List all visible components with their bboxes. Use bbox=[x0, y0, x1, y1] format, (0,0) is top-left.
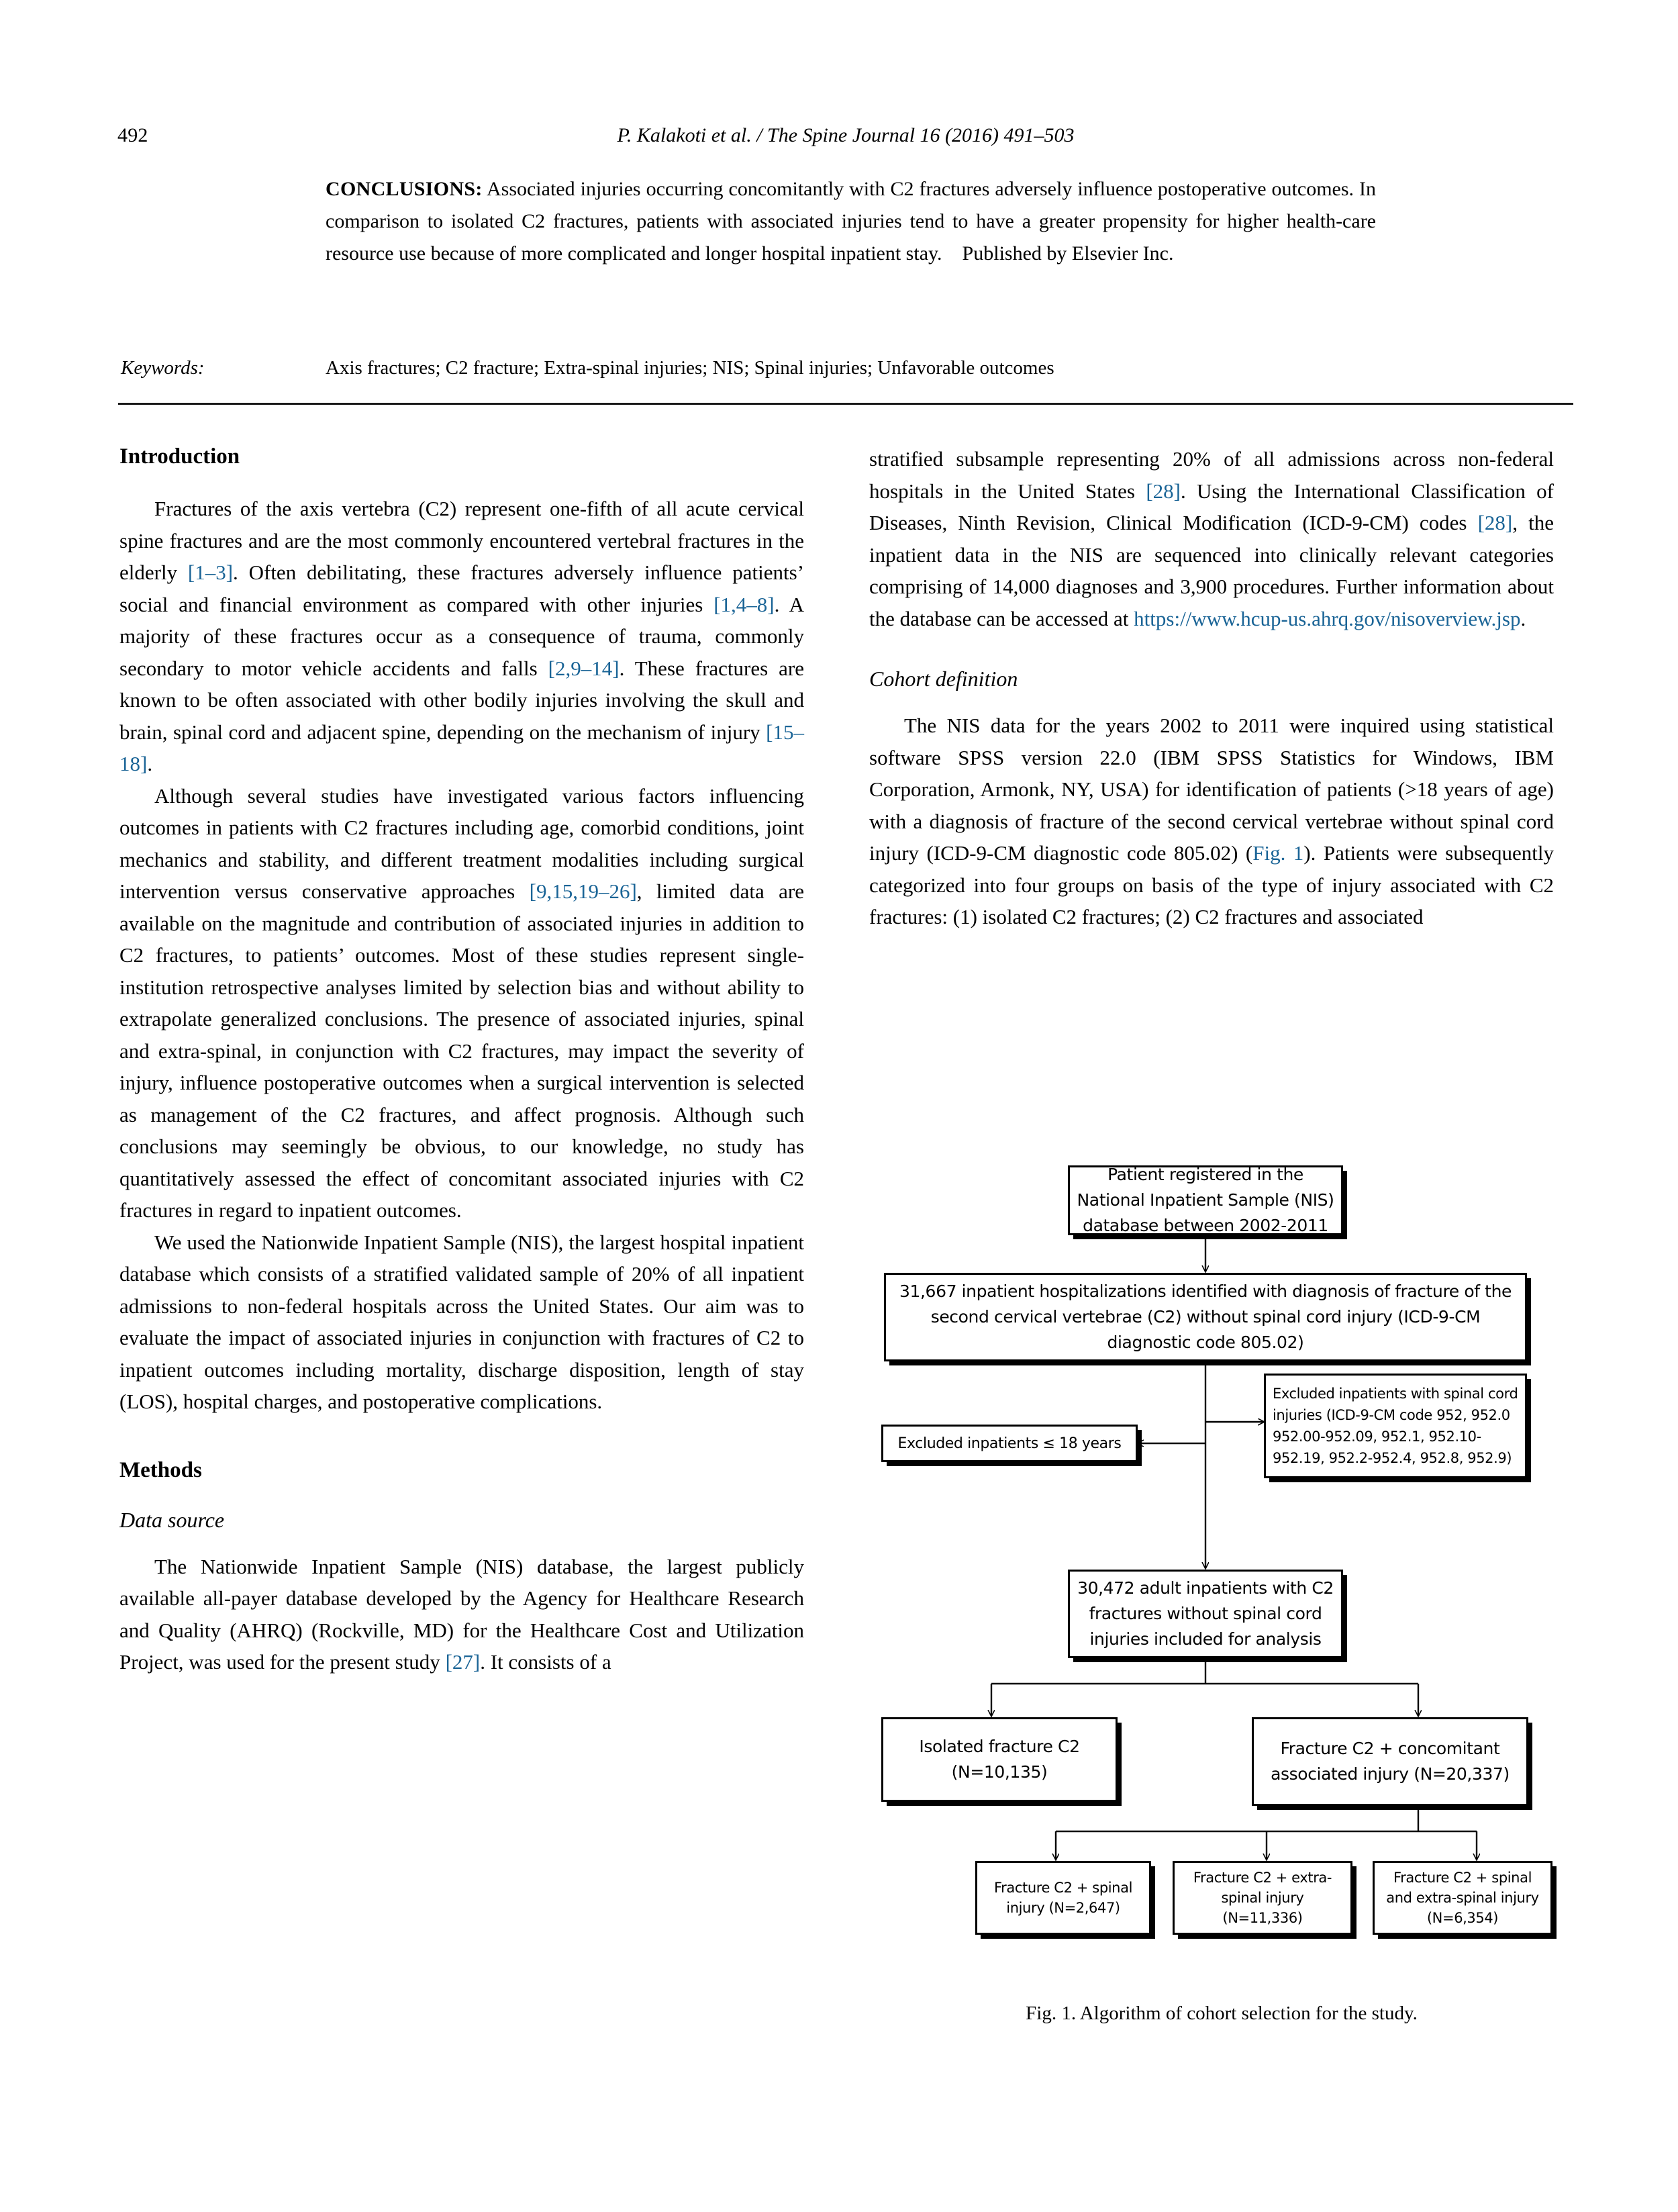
data-source-continuation-paragraph bbox=[869, 443, 1554, 634]
hcup-nis-overview-link[interactable]: https://www.hcup-us.ahrq.gov/nisoverview.jsp bbox=[1134, 606, 1521, 630]
intro-p1-text-b: . Often debilitating, these fractures adversely influence patients’ social and financial environment as compared with other injuries bbox=[119, 561, 804, 616]
citation-ref-2-9-14[interactable]: [2,9–14] bbox=[548, 656, 620, 680]
right-text-column bbox=[869, 443, 1554, 933]
running-head bbox=[117, 124, 1574, 151]
page-number: 492 bbox=[117, 124, 148, 146]
flowchart-box-isolated-fracture: Isolated fracture C2 (N=10,135) bbox=[881, 1717, 1118, 1802]
horizontal-rule bbox=[118, 403, 1573, 405]
conclusions-text: Associated injuries occurring concomitantly with C2 fractures adversely influence postoperative outcomes. In comparison to isolated C2 fractures, patients with associated injuries tend to have a greater propensity for higher health-care resource use because of more complicated and longer hospital inpatient stay. Published by Elsevier Inc. bbox=[326, 178, 1376, 265]
left-text-column bbox=[119, 443, 804, 1678]
flowchart-box-identified: 31,667 inpatient hospitalizations identified with diagnosis of fracture of the second cervical vertebrae (C2) without spinal cord injury (ICD-9-CM diagnostic code 805.02) bbox=[884, 1273, 1527, 1361]
cont-text-b: . Using the International Classification of Diseases, Ninth Revision, Clinical Modification (ICD-9-CM) codes bbox=[869, 479, 1554, 534]
citation-ref-15-18[interactable]: [15–18] bbox=[119, 720, 804, 775]
heading-data-source: Data source bbox=[119, 1507, 225, 1532]
keywords-values: Axis fractures; C2 fracture; Extra-spinal injuries; NIS; Spinal injuries; Unfavorable outcomes bbox=[326, 357, 1054, 379]
heading-cohort-definition: Cohort definition bbox=[869, 667, 1018, 691]
citation-ref-9-15-19-26[interactable]: [9,15,19–26] bbox=[529, 879, 637, 903]
intro-p1-text-c: . A majority of these fractures occur as a consequence of trauma, commonly secondary to motor vehicle accidents and falls bbox=[119, 592, 804, 680]
data-source-text-a: The Nationwide Inpatient Sample (NIS) database, the largest publicly available all-payer database developed by the Agency for Healthcare Research and Quality (AHRQ) (Rockville, MD) for the Healthcare Cost and Utilization Project, was used for the present study bbox=[119, 1554, 804, 1674]
cont-text-a: stratified subsample representing 20% of all admissions across non-federal hospitals in the United States bbox=[869, 447, 1554, 503]
cohort-text-a: The NIS data for the years 2002 to 2011 were inquired using statistical software SPSS version 22.0 (IBM SPSS Statistics for Windows, IBM Corporation, Armonk, NY, USA) for identification of patients (>18 years of age) with a diagnosis of fracture of the second cervical vertebrae without spinal cord injury (ICD-9-CM diagnostic code 805.02) ( bbox=[869, 714, 1554, 865]
conclusions-label: CONCLUSIONS: bbox=[326, 178, 483, 200]
figure-1-reference-link[interactable]: Fig. 1 bbox=[1252, 841, 1304, 865]
heading-introduction: Introduction bbox=[119, 444, 240, 469]
data-source-text-b: . It consists of a bbox=[480, 1650, 611, 1674]
cont-text-c: , the inpatient data in the NIS are sequenced into clinically relevant categories comprising of 14,000 diagnoses and 3,900 procedures. Further information about the database can be accessed at bbox=[869, 511, 1554, 630]
keywords-label: Keywords: bbox=[121, 357, 205, 379]
citation-ref-1-3[interactable]: [1–3] bbox=[187, 561, 234, 584]
introduction-paragraph-1 bbox=[119, 493, 804, 780]
citation-ref-1-4-8[interactable]: [1,4–8] bbox=[713, 592, 775, 616]
figure-1-flowchart bbox=[869, 1153, 1574, 2073]
introduction-paragraph-2 bbox=[119, 780, 804, 1227]
intro-p1-text-e: . bbox=[147, 752, 153, 775]
flowchart-box-excluded-age: Excluded inpatients ≤ 18 years bbox=[881, 1425, 1138, 1462]
abstract-conclusions-block bbox=[326, 173, 1376, 270]
intro-p2-text-a: Although several studies have investigated various factors influencing outcomes in patients with C2 fractures including age, comorbid conditions, joint mechanics and stability, and different treatment modalities including surgical intervention versus conservative approaches bbox=[119, 783, 804, 903]
intro-p1-text-a: Fractures of the axis vertebra (C2) represent one-fifth of all acute cervical spine fractures and are the most commonly encountered vertebral fractures in the elderly bbox=[119, 497, 804, 584]
flowchart-box-included: 30,472 adult inpatients with C2 fractures without spinal cord injuries included for analysis bbox=[1068, 1570, 1343, 1658]
citation-ref-27[interactable]: [27] bbox=[445, 1650, 481, 1674]
flowchart-box-spinal-injury: Fracture C2 + spinal injury (N=2,647) bbox=[975, 1861, 1151, 1935]
running-head-title: P. Kalakoti et al. / The Spine Journal 16 (2016) 491–503 bbox=[617, 124, 1075, 146]
cohort-text-b: ). Patients were subsequently categorized into four groups on basis of the type of injury associated with C2 fractures: (1) isolated C2 fractures; (2) C2 fractures and associated bbox=[869, 841, 1554, 928]
figure-1-caption: Fig. 1. Algorithm of cohort selection for the study. bbox=[1026, 2003, 1418, 2024]
cont-text-d: . bbox=[1520, 606, 1526, 630]
spacer bbox=[869, 634, 1554, 665]
flowchart-box-spinal-and-extra-spinal-injury: Fracture C2 + spinal and extra-spinal injury (N=6,354) bbox=[1373, 1861, 1552, 1935]
flowchart-box-concomitant-injury: Fracture C2 + concomitant associated injury (N=20,337) bbox=[1252, 1717, 1528, 1806]
intro-p1-text-d: . These fractures are known to be often associated with other bodily injuries involving the skull and brain, spinal cord and adjacent spine, depending on the mechanism of injury bbox=[119, 656, 804, 744]
data-source-paragraph-1 bbox=[119, 1551, 804, 1678]
flowchart-box-excluded-spinal-cord-injury: Excluded inpatients with spinal cord injuries (ICD-9-CM code 952, 952.0 952.00-952.09, 952.1, 952.10-952.19, 952.2-952.4, 952.8, 952.9) bbox=[1264, 1374, 1527, 1478]
heading-methods: Methods bbox=[119, 1457, 202, 1482]
flowchart-box-source: Patient registered in the National Inpatient Sample (NIS) database between 2002-2011 bbox=[1068, 1165, 1343, 1235]
abstract-conclusions-paragraph bbox=[326, 173, 1376, 270]
flowchart-canvas bbox=[869, 1153, 1574, 1979]
intro-p2-text-b: , limited data are available on the magnitude and contribution of associated injuries in addition to C2 fractures, to patients’ outcomes. Most of these studies represent single-institution retrospective analyses limited by selection bias and without ability to extrapolate generalized conclusions. The presence of associated injuries, spinal and extra-spinal, in conjunction with C2 fractures, may impact the severity of injury, influence postoperative outcomes when a surgical intervention is selected as management of the C2 fractures, and affect prognosis. Although such conclusions may seemingly be obvious, to our knowledge, no study has quantitatively assessed the effect of concomitant associated injuries with C2 fractures in regard to inpatient outcomes. bbox=[119, 879, 805, 1222]
citation-ref-28-second[interactable]: [28] bbox=[1477, 511, 1513, 534]
flowchart-box-extra-spinal-injury: Fracture C2 + extra-spinal injury (N=11,336) bbox=[1173, 1861, 1352, 1935]
cohort-definition-paragraph-1 bbox=[869, 710, 1554, 933]
citation-ref-28-first[interactable]: [28] bbox=[1146, 479, 1181, 503]
introduction-paragraph-3: We used the Nationwide Inpatient Sample (NIS), the largest hospital inpatient database which consists of a stratified validated sample of 20% of all inpatient admissions to non-federal hospitals across the United States. Our aim was to evaluate the impact of associated injuries in conjunction with fractures of C2 to inpatient outcomes including mortality, discharge disposition, length of stay (LOS), hospital charges, and postoperative complications. bbox=[119, 1230, 804, 1413]
